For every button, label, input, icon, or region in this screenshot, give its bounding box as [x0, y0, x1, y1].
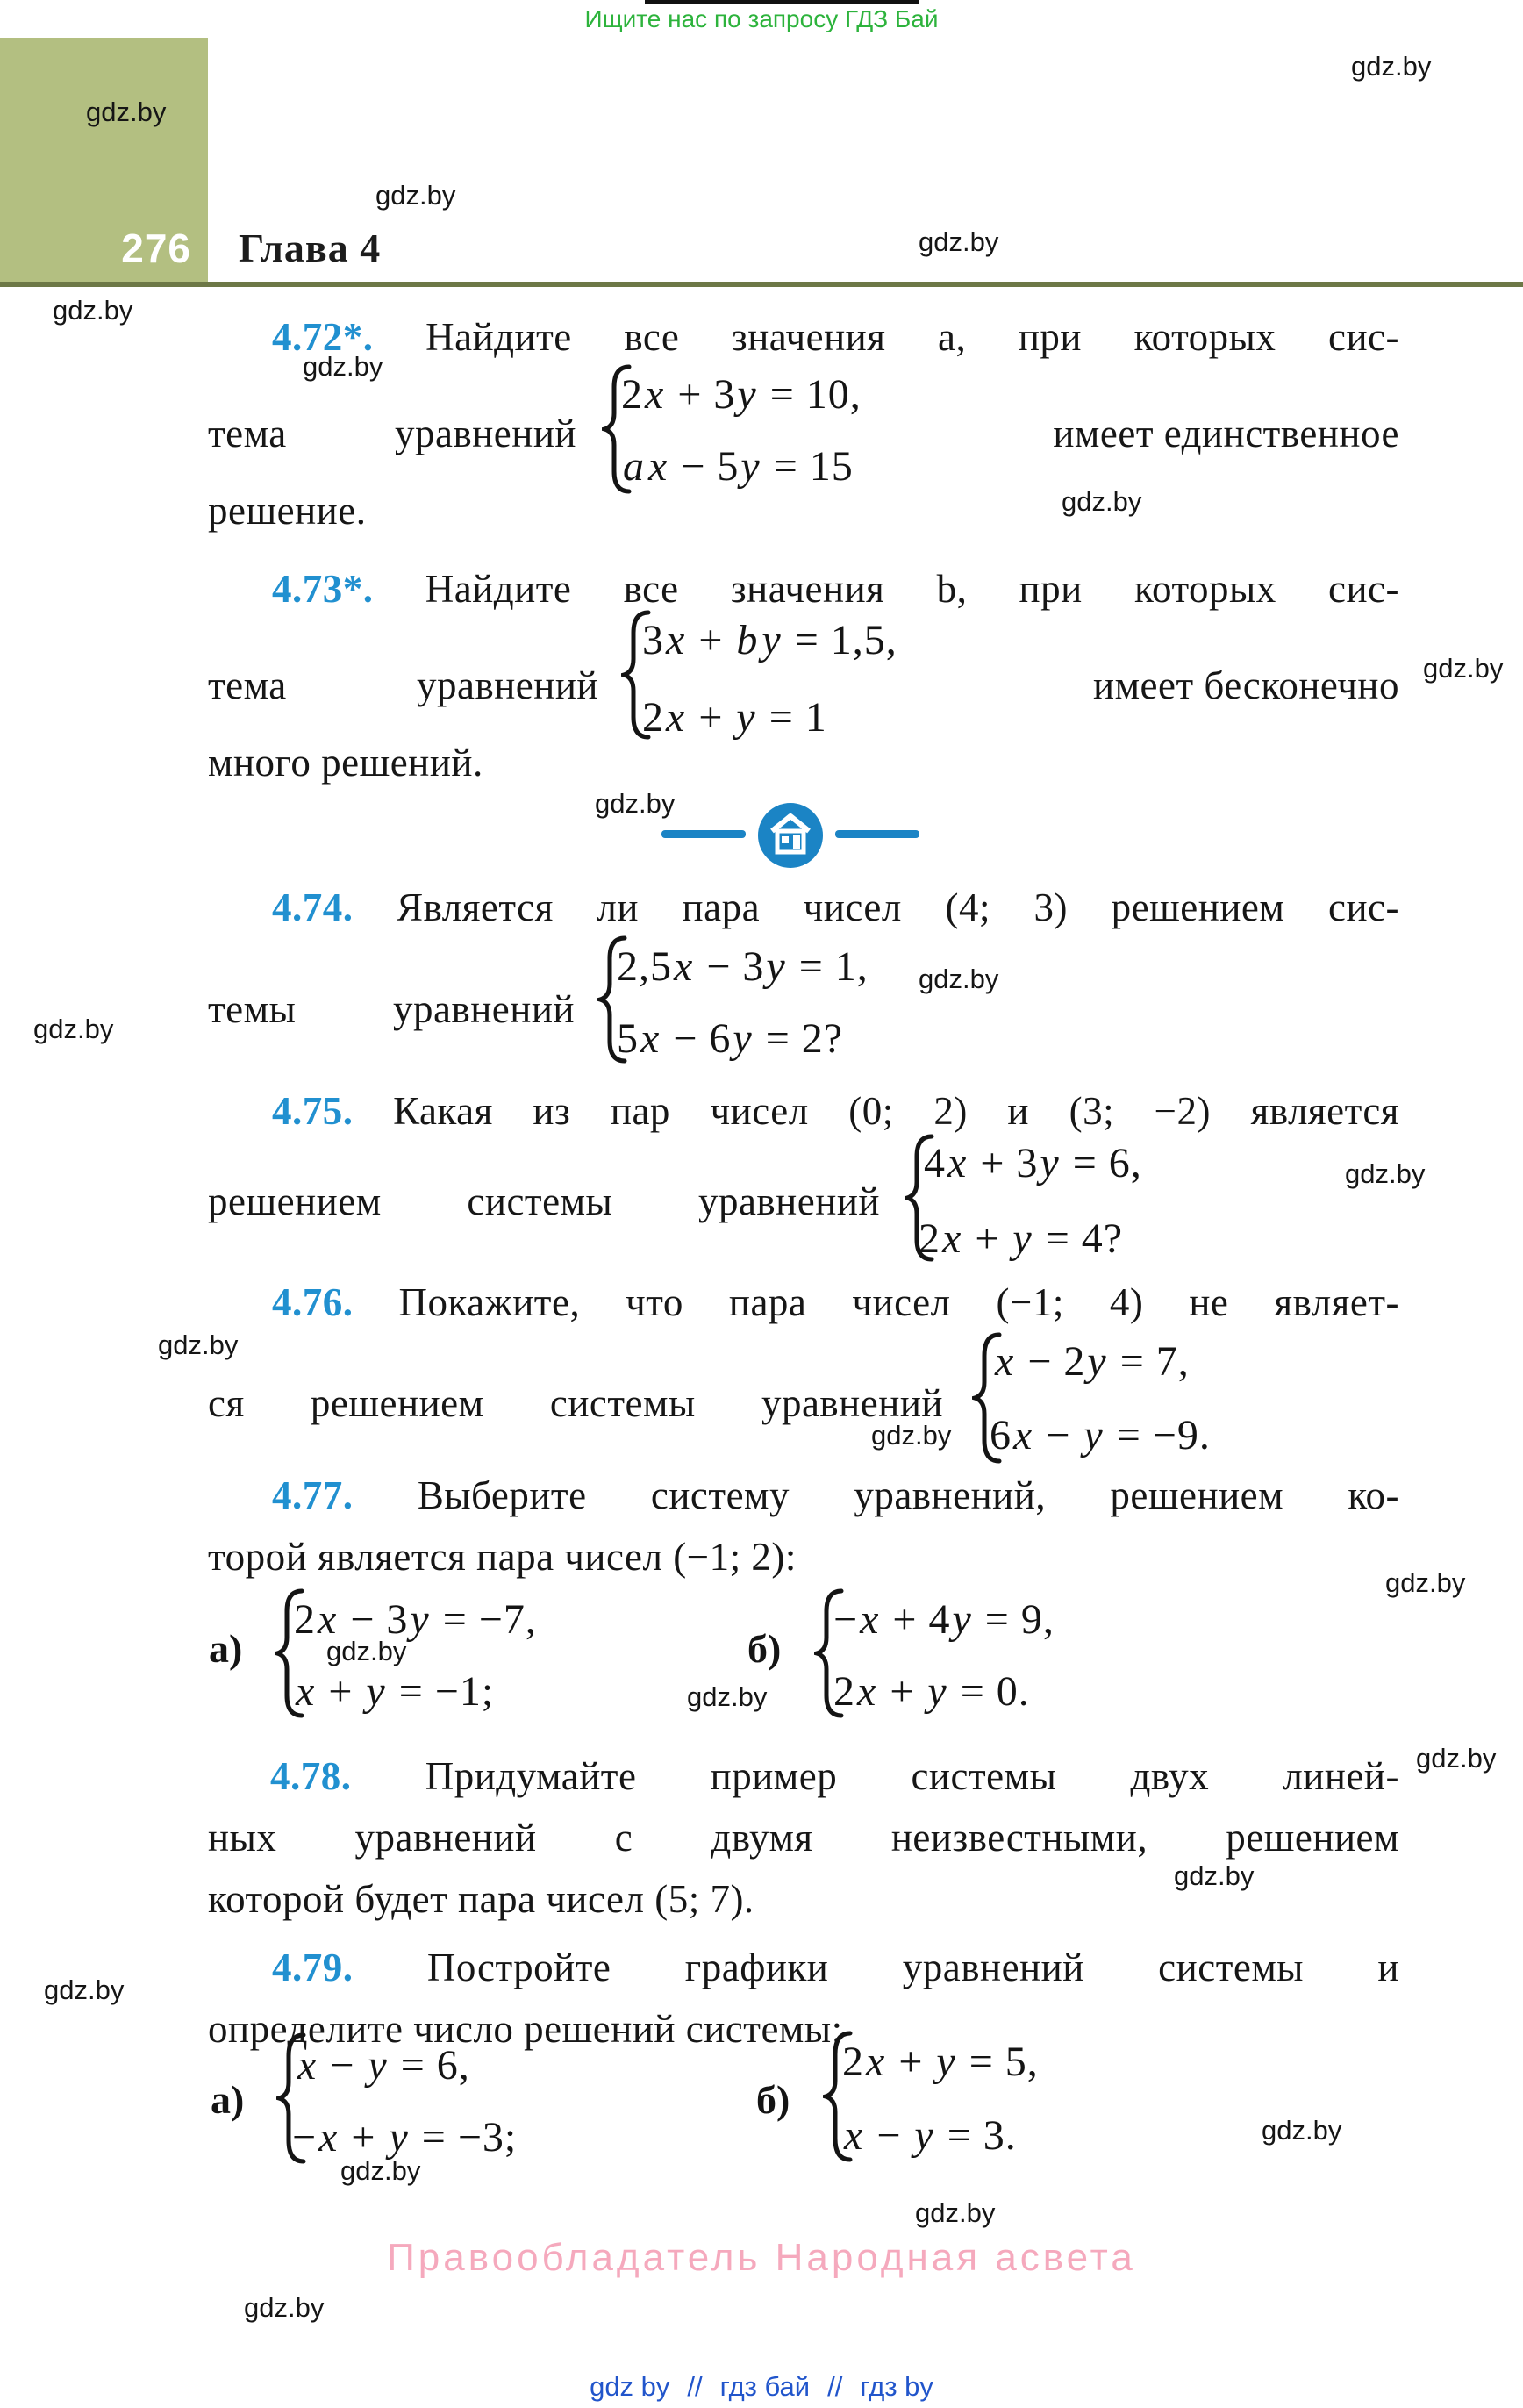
problem-text: Выберите систему уравнений, решением ко- — [417, 1473, 1399, 1517]
header-rule — [0, 282, 1523, 287]
option-label-a: а) — [209, 1626, 243, 1671]
problem-4-72-line3: решение. — [208, 489, 367, 533]
problem-number: 4.75. — [272, 1089, 354, 1133]
problem-4-77-line2: торой является пара чисел (−1; 2): — [208, 1535, 797, 1579]
watermark: gdz.by — [915, 2197, 996, 2228]
copyright-text: Правообладатель Народная асвета — [387, 2236, 1136, 2279]
problem-number: 4.77. — [272, 1473, 354, 1517]
watermark: gdz.by — [158, 1329, 239, 1360]
footer-link-gdz-bai[interactable]: гдз бай — [719, 2371, 811, 2402]
problem-4-72-line2-right: имеет единственное — [1053, 412, 1399, 455]
equation: 3x + by = 1,5, — [642, 617, 897, 663]
equation: 2x + y = 4? — [919, 1215, 1124, 1262]
problem-4-73-line2-left: тема уравнений — [208, 663, 598, 707]
problem-4-73-line3: много решений. — [208, 741, 483, 785]
problem-4-75-line1 — [272, 1088, 1399, 1134]
banner-text: Ищите нас по запросу ГДЗ Бай — [584, 5, 939, 32]
problem-4-76-line1 — [272, 1279, 1399, 1325]
footer-link-gdz-by[interactable]: gdz by — [590, 2371, 670, 2402]
equation: 2x + y = 5, — [842, 2039, 1039, 2085]
watermark: gdz.by — [1262, 2115, 1342, 2146]
watermark: gdz.by — [1351, 51, 1432, 82]
watermark: gdz.by — [595, 788, 676, 819]
equation: −x + y = −3; — [292, 2114, 518, 2161]
footer-separator: // — [687, 2371, 703, 2402]
footer-separator: // — [827, 2371, 843, 2402]
problem-4-77-line1 — [272, 1473, 1399, 1518]
watermark: gdz.by — [1345, 1158, 1426, 1189]
watermark: gdz.by — [44, 1974, 125, 2005]
problem-text: Найдите все значения b, при которых сис- — [425, 567, 1399, 611]
equation: 2x + y = 1 — [642, 694, 827, 741]
problem-4-79-line1 — [272, 1945, 1399, 1990]
watermark: gdz.by — [1423, 653, 1504, 684]
watermark: gdz.by — [1062, 486, 1142, 517]
problem-number: 4.76. — [272, 1280, 354, 1324]
equation: 2x + 3y = 10, — [621, 371, 862, 418]
watermark: gdz.by — [244, 2292, 325, 2323]
problem-number: 4.72*. — [272, 315, 374, 359]
option-label-b: б) — [747, 1626, 782, 1671]
problem-number: 4.79. — [272, 1946, 354, 1989]
problem-4-78-line2: ных уравнений с двумя неизвестными, решением — [208, 1816, 1399, 1860]
equation: ax − 5y = 15 — [623, 443, 854, 490]
equation: −x + 4y = 9, — [833, 1596, 1055, 1643]
problem-4-75-line2: решением системы уравнений — [208, 1179, 880, 1223]
scan-artifact-bar — [645, 0, 919, 4]
watermark: gdz.by — [1174, 1860, 1255, 1891]
problem-4-74-line2: темы уравнений — [208, 987, 575, 1031]
problem-4-73-line1 — [272, 566, 1399, 612]
equation: x + y = −1; — [296, 1668, 495, 1715]
problem-4-74-line1 — [272, 885, 1399, 930]
watermark: gdz.by — [53, 295, 133, 326]
watermark: gdz.by — [919, 226, 999, 257]
equation: x − 2y = 7, — [995, 1338, 1190, 1385]
option-label-b: б) — [756, 2077, 790, 2122]
problem-4-73-line2-right: имеет бесконечно — [1092, 663, 1399, 707]
watermark: gdz.by — [687, 1681, 768, 1712]
watermark: gdz.by — [1385, 1567, 1466, 1598]
home-icon — [756, 801, 825, 874]
equation: 2x − 3y = −7, — [294, 1596, 537, 1643]
problem-number: 4.74. — [272, 885, 354, 929]
equation: 5x − 6y = 2? — [617, 1015, 844, 1062]
page-number: 276 — [121, 226, 191, 271]
problem-4-79-line2: определите число решений системы: — [208, 2007, 843, 2051]
problem-text: Найдите все значения a, при которых сис- — [425, 315, 1399, 359]
problem-text: Покажите, что пара чисел (−1; 4) не являет- — [398, 1280, 1399, 1324]
equation: 2,5x − 3y = 1, — [617, 943, 869, 990]
problem-text: Какая из пар чисел (0; 2) и (3; −2) является — [393, 1089, 1399, 1133]
watermark: gdz.by — [33, 1014, 114, 1044]
problem-number: 4.73*. — [272, 567, 374, 611]
divider-line-right — [835, 830, 919, 838]
watermark: gdz.by — [340, 2155, 421, 2186]
equation: 2x + y = 0. — [833, 1668, 1030, 1715]
watermark: gdz.by — [1416, 1743, 1497, 1774]
footer-links — [0, 2371, 1523, 2403]
chapter-title: Глава 4 — [239, 226, 382, 270]
watermark: gdz.by — [871, 1420, 952, 1451]
watermark: gdz.by — [375, 180, 456, 211]
equation: 4x + 3y = 6, — [924, 1140, 1142, 1186]
problem-4-78-line3: которой будет пара чисел (5; 7). — [208, 1877, 754, 1921]
problem-text: Постройте графики уравнений системы и — [426, 1946, 1399, 1989]
watermark: gdz.by — [303, 351, 383, 382]
problem-4-72-line1 — [272, 314, 1399, 360]
problem-text: Придумайте пример системы двух линей- — [425, 1754, 1399, 1798]
equation: x − y = 6, — [297, 2042, 470, 2089]
watermark: gdz.by — [919, 964, 999, 994]
equation: x − y = 3. — [844, 2112, 1017, 2159]
watermark: gdz.by — [86, 97, 167, 127]
problem-text: Является ли пара чисел (4; 3) решением сис- — [397, 885, 1399, 929]
option-label-a: а) — [211, 2077, 245, 2122]
divider-line-left — [661, 830, 746, 838]
problem-4-78-line1 — [270, 1753, 1399, 1799]
equation: 6x − y = −9. — [990, 1412, 1211, 1458]
footer-link-gdz-by-2[interactable]: гдз by — [860, 2371, 933, 2402]
problem-4-76-line2: ся решением системы уравнений — [208, 1381, 943, 1425]
problem-4-72-line2-left: тема уравнений — [208, 412, 576, 455]
watermark: gdz.by — [326, 1636, 407, 1666]
problem-number: 4.78. — [270, 1754, 352, 1798]
